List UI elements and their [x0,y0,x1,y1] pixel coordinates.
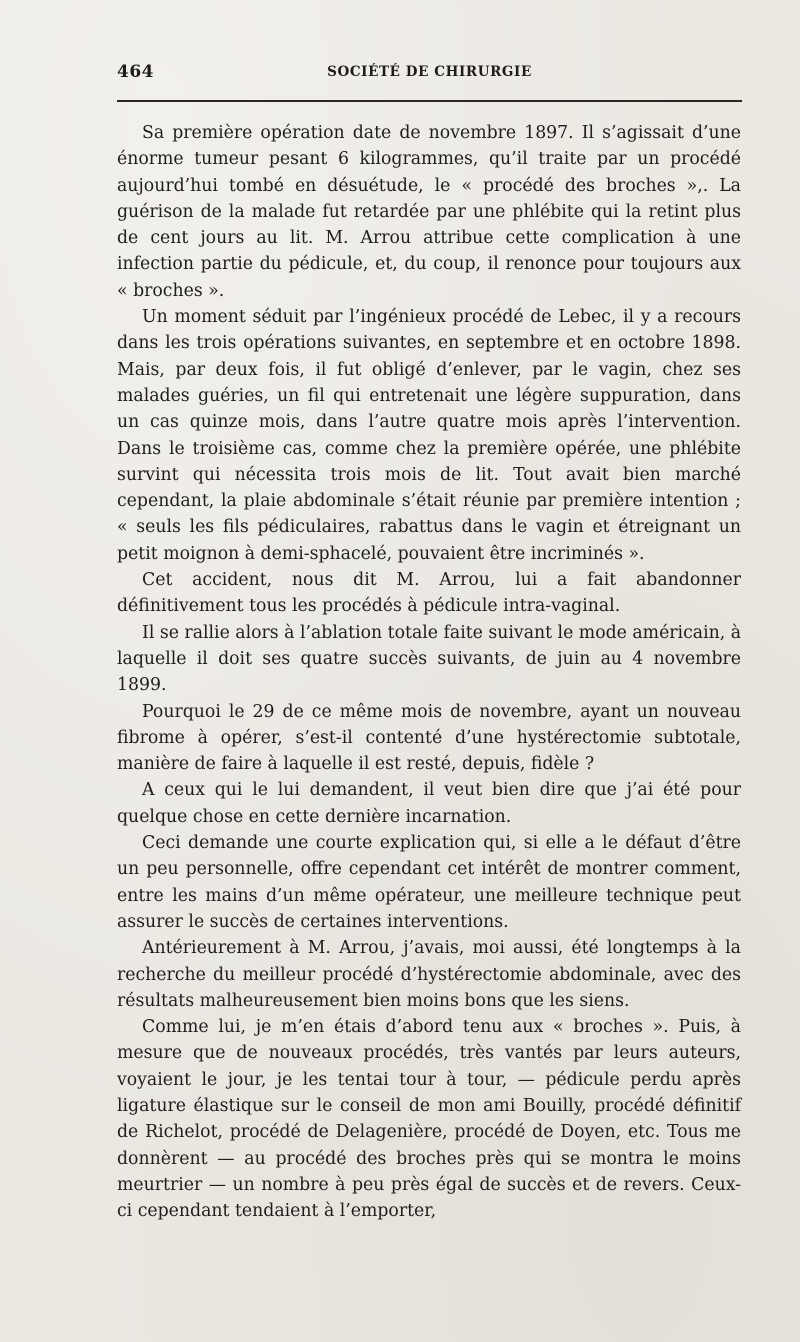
running-head [117,58,742,90]
paragraph: Sa première opération date de novembre 1897. Il s’agissait d’une énorme tumeur pesant 6 kilogrammes, qu’il traite par un procédé aujourd’hui tombé en désuétude, le « procédé des broches »,. La guérison de la malade fut retardée par une phlébite qui la retint plus de cent jours au lit. M. Arrou attribue cette complication à une infection partie du pédicule, et, du coup, il renonce pour toujours aux « broches ». [117,123,741,301]
paragraph: Antérieurement à M. Arrou, j’avais, moi aussi, été longtemps à la recherche du meilleur procédé d’hystérectomie abdominale, avec des résultats malheureusement bien moins bons que les siens. [117,938,741,1011]
page-number: 464 [117,62,154,82]
paragraph: Cet accident, nous dit M. Arrou, lui a fait abandonner définitivement tous les procédés à pédicule intra-vaginal. [117,570,741,617]
paragraph: Il se rallie alors à l’ablation totale faite suivant le mode américain, à laquelle il doit ses quatre succès suivants, de juin au 4 novembre 1899. [117,622,742,696]
journal-title: SOCIÉTÉ DE CHIRURGIE [327,64,532,80]
paragraph: Comme lui, je m’en étais d’abord tenu aux « broches ». Puis, à mesure que de nouveaux procédés, très vantés par leurs auteurs, voyaient le jour, je les tentai tour à tour, — pédicule perdu après ligature élastique sur le conseil de mon ami Bouilly, procédé définitif de Richelot, procédé de Delagenière, procédé de Doyen, etc. Tous me donnèrent — au procédé des broches près qui se montra le moins meurtrier — un nombre à peu près égal de succès et de revers. Ceux-ci cependant tendaient à l’emporter, [117,1017,741,1222]
paragraph: Un moment séduit par l’ingénieux procédé de Lebec, il y a recours dans les trois opérations suivantes, en septembre et en octobre 1898. Mais, par deux fois, il fut obligé d’enlever, par le vagin, chez ses malades guéries, un fil qui entretenait une légère suppuration, dans un cas quinze mois, dans l’autre quatre mois après l’intervention. Dans le troisième cas, comme chez la première opérée, une phlébite survint qui nécessita trois mois de lit. Tout avait bien marché cependant, la plaie abdominale s’était réunie par première intention ; « seuls les fils pédiculaires, rabattus dans le vagin et étreignant un petit moignon à demi-sphacelé, pouvaient être incriminés ». [117,307,741,564]
header-rule [117,100,742,102]
paragraph: Pourquoi le 29 de ce même mois de novembre, ayant un nouveau fibrome à opérer, s’est-il contenté d’une hystérectomie subtotale, manière de faire à laquelle il est resté, depuis, fidèle ? [117,701,741,775]
paragraph: Ceci demande une courte explication qui, si elle a le défaut d’être un peu personnelle, offre cependant cet intérêt de montrer comment, entre les mains d’un même opérateur, une meilleure technique peut assurer le succès de certaines interventions. [117,833,741,932]
body-text [117,120,741,1224]
paragraph: A ceux qui le lui demandent, il veut bien dire que j’ai été pour quelque chose en cette dernière incarnation. [117,780,741,827]
